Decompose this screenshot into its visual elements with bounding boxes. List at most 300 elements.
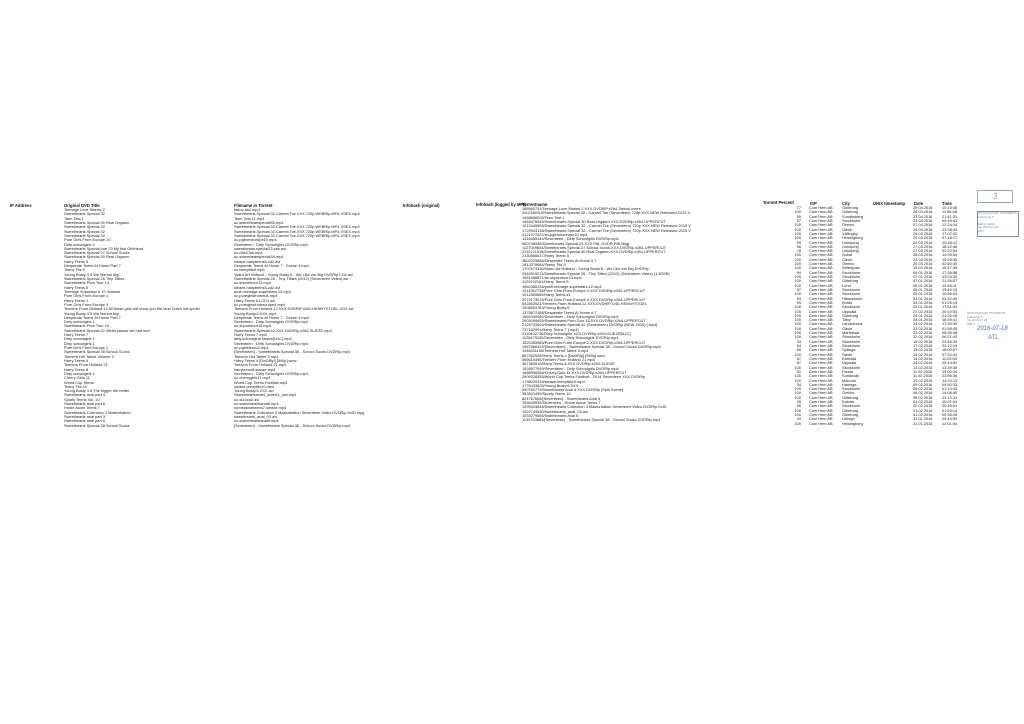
date-cell: 14.02.2016 <box>913 356 933 361</box>
torrentname-cell: 2110432736/Dirty.Schoolgirls.XXX.DVDRip.x264-SLIEZE[N1C] <box>522 332 631 337</box>
city-cell: Linköping <box>842 249 859 254</box>
torrentname-cell: 1776433625/Young.Busty.6.XXX <box>522 383 579 388</box>
filename-cell: sleaze-teenytits10.mp4 <box>234 384 275 389</box>
date-cell: 08.02.2016 <box>913 387 933 392</box>
percent-cell: 100 <box>794 352 801 357</box>
filename-cell: Seventeen - Dirty Schoolgirls DVDRip.mp4 <box>234 341 308 346</box>
city-cell: Linköping <box>842 240 859 245</box>
isp-cell: Com Hem AB <box>809 318 833 323</box>
time-cell: 01:58:45 <box>942 326 958 331</box>
title-cell: Sweethearts anal part 4 <box>64 393 106 398</box>
isp-cell: Com Hem AB <box>809 382 833 387</box>
city-cell: Gävle <box>842 227 853 232</box>
date-cell: 23.04.2016 <box>913 214 933 219</box>
date-cell: 05.01.2016 <box>913 292 933 297</box>
time-cell: 19:47:35 <box>942 266 958 271</box>
percent-cell: 99 <box>796 300 801 305</box>
city-cell: Landskrona <box>842 322 863 327</box>
date-cell: 20.03.2016 <box>913 262 933 267</box>
time-cell: 02:50:30 <box>942 262 958 267</box>
percent-cell: 100 <box>794 326 801 331</box>
title-cell: Dirty schoolgirls 1 <box>64 371 95 376</box>
torrentname-cell: 2909328355/World Cup Teens Football - 2014 Seventeen XXX DVDRip <box>522 375 646 380</box>
torrentname-cell: 1707674130/Video Art Holland - Young Busty 5 - We Like em Big DVDRip <box>522 267 649 272</box>
city-cell: Sundsvall <box>842 374 859 379</box>
filename-cell: dirty.schoolgirls-sleaze[N1C].mp4 <box>234 337 292 342</box>
torrentname-cell: 1128479190/Seventeen - Dirty Schoolgirls DVDRip.mp4 <box>522 336 619 341</box>
handwritten-initials: ATL <box>988 335 999 341</box>
time-cell: 20:44:52 <box>942 361 958 366</box>
filename-cell: Teeners Hot Talent 3.mp4 <box>234 354 279 359</box>
title-cell: Pure Girls From Europe 2 <box>64 346 109 350</box>
percent-cell: 100 <box>794 223 801 228</box>
column-torrent-percent <box>791 206 801 426</box>
filename-cell: Young.Busty.5.XXX.mp4 <box>234 311 277 316</box>
percent-cell: 100 <box>794 257 801 262</box>
time-cell: 12:24:14 <box>942 223 958 228</box>
torrentname-cell: 1911262735/Pure.Girls.From.Europe.4.XXX.DVDRip.x264-UPPERCUT <box>522 288 645 293</box>
column-time <box>942 206 968 426</box>
torrentname-cell: 1012449995/Sweethearts Special 32 - Carmel Toe (Seventeen) 720p XXX NEW Released 2015 V <box>522 224 691 229</box>
torrentname-cell: 383501499/Sporty Teens 10 <box>522 392 571 397</box>
percent-cell: 96 <box>796 404 801 409</box>
time-cell: 20:45:51 <box>942 404 958 409</box>
title-cell: Dirty schoolgirls 1 <box>64 341 95 346</box>
percent-cell: 100 <box>794 253 801 258</box>
percent-cell: 77 <box>796 206 801 210</box>
date-cell: 05.02.2016 <box>913 395 933 400</box>
isp-cell: Com Hem AB <box>809 322 833 327</box>
percent-cell: 35 <box>796 400 801 405</box>
title-cell: Teen Test 1 <box>64 216 84 221</box>
city-cell: Linköping <box>842 244 859 249</box>
time-cell: 05:39:38 <box>942 331 958 336</box>
isp-cell: Com Hem AB <box>809 231 833 236</box>
filename-cell: Harry Teens 7.mp4 <box>234 333 267 338</box>
torrentname-cell: 1738020315/sleaze-teenytits10.mp4 <box>522 379 585 384</box>
percent-cell: 93 <box>796 296 801 301</box>
date-cell: 28.04.2016 <box>913 210 933 215</box>
filename-cell: Sweetheartsanal4_scene1_low.mp4 <box>234 393 297 398</box>
torrentname-cell: 2129733503/Sweethearts Special 42 (Seventeen) DVDRip (NEW 2015) [.mp4] <box>522 323 658 328</box>
filename-cell: Sweethearts.Special.32.Carmel.Toe.XXX.720p.WEBRip.MP4-VSEX.mp4 <box>234 233 360 238</box>
stamp-line: ANT: <box>978 228 985 233</box>
city-cell: Lidingö <box>842 417 855 422</box>
time-cell: 12:01:04 <box>942 421 958 426</box>
time-cell: 14:24:13 <box>942 378 958 383</box>
time-cell: 23:56:36 <box>942 374 958 379</box>
filename-cell: Teen Test 11.mp4 <box>234 216 265 221</box>
isp-cell: Com Hem AB <box>809 223 833 228</box>
torrentname-cell: 1299424848/Sweethearts Collection 3 Masturbation Seventeen Video.DVDRip.XviD <box>522 405 667 410</box>
isp-cell: Com Hem AB <box>809 292 833 297</box>
filename-cell: homealoneteens7-sleaze.mp4 <box>234 406 287 411</box>
date-cell: 07.01.2016 <box>913 275 933 279</box>
column-date <box>913 206 941 426</box>
percent-cell: 100 <box>794 318 801 323</box>
city-cell: Mariestad <box>842 331 860 336</box>
torrentname-cell: 2340915211/Sweethearts Special 26 - Tiny Titties (2012) (Seventeen Video) (1.30GB) <box>522 271 670 276</box>
city-cell: Örebro <box>842 223 855 228</box>
city-cell: Göteborg <box>842 413 859 417</box>
percent-cell: 100 <box>794 374 801 379</box>
date-cell: 31.01.2016 <box>913 421 933 426</box>
filename-cell: Sweethearts.Special.32.Carmel.Toe.XXX.720p.WEBRip.MP4-VSEX.mp4 <box>234 229 360 234</box>
isp-cell: Com Hem AB <box>809 395 833 400</box>
torrentname-cell: 1928977059/Seventeen - Dirty Schoolgirls DVDRip.mp4 <box>522 366 619 371</box>
court-stamp-1 <box>977 211 1019 237</box>
title-cell: Sweethearts Special 32 <box>64 233 105 238</box>
isp-cell: Com Hem AB <box>809 356 833 361</box>
torrentname-cell: 1911389669/Harry Teens #1 <box>522 293 571 298</box>
title-cell: Desperate Teens At Home Part 7 <box>64 315 121 320</box>
city-cell: Kalmar <box>842 400 855 405</box>
isp-cell: Com Hem AB <box>809 257 833 262</box>
time-cell: 10:56:04 <box>942 292 958 297</box>
title-cell: Teeners From Holland 21 <box>64 363 108 368</box>
date-cell: 06.01.2016 <box>913 283 933 288</box>
torrentname-cell: 1022744530/sweethearts_anal_03.avi <box>522 409 588 414</box>
date-cell: 04.01.2016 <box>913 296 933 301</box>
filename-cell: Seventeen - Dirty Schoolgirls DVDRip.mp4 <box>234 242 308 247</box>
city-cell: Göteborg <box>842 206 859 210</box>
title-cell: Teeny Tits 10 <box>64 384 87 389</box>
filename-cell: Sweethearts Special 26 - Tiny Titties (2012) (Seventeen Video).avi <box>234 277 349 281</box>
title-cell: Harry Teens 7 <box>64 333 89 338</box>
percent-cell: 99 <box>796 270 801 275</box>
date-cell: 01.02.2016 <box>913 413 933 417</box>
isp-cell: Com Hem AB <box>809 309 833 314</box>
date-cell: 23.04.2016 <box>913 218 933 223</box>
city-cell: Stockholm <box>842 387 861 392</box>
title-cell: World Cup Teens <box>64 380 94 385</box>
filename-cell: Young.Busty.6.XXX.avi <box>234 389 274 394</box>
date-cell: 11.02.2016 <box>913 369 933 374</box>
percent-cell: 78 <box>796 249 801 254</box>
title-cell: Sweethearts Special 27 School Sucks <box>64 251 130 256</box>
date-cell: 27.03.2016 <box>913 249 933 254</box>
filename-cell: World.Cup.Teens.Football.mp4 <box>234 380 288 385</box>
time-cell: 17:02:32 <box>942 231 958 236</box>
time-cell: 14:55:11 <box>942 283 957 288</box>
city-cell: Göteborg <box>842 313 859 318</box>
title-cell: Young Busty 4 6 The bigger the better <box>64 389 130 394</box>
city-cell: Örebro <box>842 262 855 267</box>
percent-cell: 99 <box>796 214 801 219</box>
city-cell: Vällingby <box>842 231 858 236</box>
torrentname-cell: 1981488671/uc-shporntour13.mp4 <box>522 276 582 280</box>
title-cell: Cherry Girls 11 <box>64 376 90 381</box>
city-cell: Stockholm <box>842 344 861 348</box>
percent-cell: 100 <box>794 309 801 314</box>
title-cell: Teenage Superstar # 12 Jeanine <box>64 289 121 294</box>
percent-cell: 100 <box>794 305 801 310</box>
date-cell: 04.02.2016 <box>913 400 933 405</box>
filename-cell: Video Art Holland - Young Busty 5 - We Like em Big DVDRip.CD1.avi <box>234 272 354 277</box>
filename-cell: uc-st10cd2.avi <box>234 397 260 402</box>
filename-cell: Teeners From Holland 21.mp4 <box>234 363 287 368</box>
isp-cell: Com Hem AB <box>809 391 833 396</box>
date-cell: 23.02.2016 <box>913 322 933 327</box>
city-cell: Göteborg <box>842 210 859 215</box>
time-cell: 19:00:34 <box>942 369 958 374</box>
isp-cell: Com Hem AB <box>809 279 833 284</box>
date-cell: 29.03.2016 <box>913 236 933 241</box>
isp-cell: Com Hem AB <box>809 313 833 318</box>
city-cell: Stockholm <box>842 270 861 275</box>
isp-cell: Com Hem AB <box>809 236 833 241</box>
percent-cell: 100 <box>794 227 801 232</box>
header-torrent-percent: Torrent Percent <box>763 200 794 205</box>
filename-cell: uc-shporntour15.mp4 <box>234 324 271 329</box>
percent-cell: 87 <box>796 361 801 366</box>
filename-cell: uc-sweetheartsanal6.mp4 <box>234 402 279 407</box>
percent-cell: 100 <box>794 313 801 318</box>
filename-cell: Seventeen - Dirty Schoolgirls DVDRip.mp4 <box>234 320 308 325</box>
city-cell: Uppsala <box>842 361 857 366</box>
time-cell: 06:21:43 <box>942 335 958 340</box>
isp-cell: Com Hem AB <box>809 335 833 340</box>
isp-cell: Com Hem AB <box>809 283 833 288</box>
percent-cell: 96 <box>796 244 801 249</box>
city-cell: Haninge <box>842 382 857 387</box>
filename-cell: hairyteens8-sleaze.mp4 <box>234 367 276 372</box>
torrentname-cell: 387380919/Harry.Teens.8.XXX.DVDRip.x264-SLIEZE <box>522 362 615 367</box>
city-cell: Borås <box>842 300 853 305</box>
percent-cell: 100 <box>794 292 801 297</box>
time-cell: 09:49:43 <box>942 218 958 223</box>
percent-cell: 100 <box>794 413 801 417</box>
torrentname-cell: 867362526/Harry Teens 4 [DivDRip] [540p].wmv <box>522 353 606 358</box>
title-cell: Teeners From Holland 12 All these girls will show you the best Dutch hot spots! <box>64 307 200 312</box>
isp-cell: Com Hem AB <box>809 400 833 405</box>
time-cell: 21:41:31 <box>942 214 958 219</box>
torrentname-cell: 1686996356/Cherry.Girls.11.XXX.DVDRip.x264-UPPERCUT <box>522 370 627 375</box>
header-isp: ISP <box>810 201 817 206</box>
torrentname-cell: 2903098405/Sweethearts.Porn.Tour.15.XXX.DVDRip.x264-UPPERCUT <box>522 319 646 324</box>
filename-cell: sweethearts_anal_03.avi <box>234 415 278 419</box>
date-cell: 09.02.2016 <box>913 382 933 387</box>
percent-cell: 100 <box>794 279 801 284</box>
filename-cell: Teeners.From.Holland.12.XXX.DVDRiP.XviD-HENNYSTOEL.CD2.avi <box>234 307 354 312</box>
city-cell: Stockholm <box>842 339 861 344</box>
date-cell: 27.03.2016 <box>913 244 933 249</box>
city-cell: Gävle <box>842 326 853 331</box>
city-cell: Mölndal <box>842 378 856 383</box>
time-cell: 11:23:50 <box>942 356 957 361</box>
torrentname-cell: 824767606/[Seventeen] - Sweethearts Anal 6 <box>522 396 601 401</box>
percent-cell: 100 <box>794 387 801 392</box>
title-cell: Sweethearts Special 38 School Sucks <box>64 423 130 428</box>
torrentname-cell: 1375672188/Desperate Teens At Home # 7 <box>522 310 597 315</box>
date-cell: 15.02.2016 <box>913 348 933 353</box>
title-cell: Sweethearts Porn Tour 13 <box>64 281 109 286</box>
isp-cell: Com Hem AB <box>809 253 833 258</box>
date-cell: 23.02.2016 <box>913 326 933 331</box>
torrentname-cell: 765649935/Seventeen - Home Alone Teens 7 <box>522 401 601 406</box>
isp-cell: Com Hem AB <box>809 214 833 219</box>
percent-cell: 67 <box>796 356 801 361</box>
torrentname-cell: 1962366134/push.teenage.superstars.12.mp4 <box>522 284 602 289</box>
city-cell: Uppsala <box>842 309 857 314</box>
filename-cell: Sweethearts.Special.32.Carmel.Toe.XXX.720p.WEBRip.MP4-VSEX.mp4 <box>234 225 360 230</box>
isp-cell: Com Hem AB <box>809 365 833 370</box>
isp-cell: Com Hem AB <box>809 344 833 348</box>
percent-cell: 51 <box>796 369 801 374</box>
time-cell: 21:36:57 <box>942 279 958 284</box>
city-cell: Stockholm <box>842 335 861 340</box>
torrentname-cell: 1468656005/Teen Test 1 <box>522 215 565 220</box>
title-cell: Sweethearts anal part 6 <box>64 402 106 407</box>
title-cell: Harry Teens 8 <box>64 367 89 372</box>
header-infohash-mpi: Infohash (logged by MPI) <box>476 202 526 207</box>
isp-cell: Com Hem AB <box>809 240 833 245</box>
percent-cell: 34 <box>796 417 801 422</box>
title-cell: Young Busty 4 5 We like'em big! <box>64 272 120 277</box>
city-cell: Örebro <box>842 391 855 396</box>
isp-cell: Com Hem AB <box>809 244 833 249</box>
filename-cell: Sweethearts.Special.42.XXX.DVDRip.x264-SLIEZE.mp4 <box>234 328 332 333</box>
torrentname-cell: 1729903138/Sweethearts Special 32 - Carmel Toe (Seventeen) 720p XXX NEW Released 2015 V <box>522 228 691 233</box>
city-cell: Gävle <box>842 257 853 262</box>
isp-cell: Com Hem AB <box>809 408 833 413</box>
city-cell: Stockholm <box>842 275 861 279</box>
percent-cell: 100 <box>794 210 801 215</box>
title-cell: Sweethearts Special 32 <box>64 225 105 230</box>
date-cell: 10.02.2016 <box>913 378 933 383</box>
isp-cell: Com Hem AB <box>809 206 833 210</box>
filename-cell: sleaze-hairyteens5-cd2.avi <box>234 285 281 290</box>
city-cell: Stockholm <box>842 305 861 310</box>
time-cell: 02:22:54 <box>942 249 958 254</box>
title-cell: Young Busty 4 5 We like'em big! <box>64 311 120 316</box>
filename-cell: uc-pgfromeurope10.mp4 <box>234 238 277 243</box>
time-cell: 23:10:31 <box>942 395 958 400</box>
torrentname-cell: 3112121516/Sweethearts.Special.30.Real.Orgasm.XXX.DVDRip.x264-UPPERCUT <box>522 250 666 255</box>
city-cell: Täby <box>842 318 851 323</box>
header-torrentname: Torrentname <box>522 202 548 207</box>
torrentname-cell: 1946411155/Teeners Hot Talent 3.mp4 <box>522 349 589 354</box>
time-cell: 00:36:28 <box>942 413 958 417</box>
isp-cell: Com Hem AB <box>809 275 833 279</box>
torrentname-cell: 1316455144/Seventeen - Dirty Schoolgirls DVDRip.mp4 <box>522 237 619 242</box>
column-original-title <box>64 208 232 428</box>
title-cell: Teeny Tits 9 <box>64 268 85 273</box>
torrentname-cell: 1967566415/[Seventeen] - Sweethearts Special 38 - School Sucks DVDRip.mp4 <box>522 345 661 349</box>
title-cell: Harry Teens 5 <box>64 285 89 290</box>
title-cell: Sweethearts Special 42 Weird places we had sex! <box>64 328 151 333</box>
date-cell: 01.02.2016 <box>913 408 933 413</box>
time-cell: 18:00:57 <box>942 348 958 353</box>
percent-cell: 100 <box>794 322 801 327</box>
percent-cell: 100 <box>794 365 801 370</box>
torrentname-cell: 1908553783/Young.Busty.5 <box>522 306 570 311</box>
date-cell: 31.01.2016 <box>913 417 933 422</box>
torrentname-cell: 1127049604/Sweethearts.Special.27.School.Sucks.XXX.DVDRip.x264-UPPERCUT <box>522 245 667 250</box>
date-cell: 22.02.2016 <box>913 331 933 336</box>
title-cell: Pure Girls From Europe 4 <box>64 294 109 299</box>
filename-cell: uc-sweetheartspecial30.mp4 <box>234 255 284 260</box>
date-cell: 29.03.2016 <box>913 231 933 236</box>
time-cell: 01:14:43 <box>942 387 958 392</box>
percent-cell: 100 <box>794 395 801 400</box>
percent-cell: 97 <box>796 218 801 223</box>
torrentname-cell: 1633279656/Sweethearts Anal 6 <box>522 414 579 418</box>
isp-cell: Com Hem AB <box>809 326 833 331</box>
title-cell: Sweethearts Porn Tour 15 <box>64 324 109 329</box>
time-cell: 23:38:43 <box>942 227 958 232</box>
time-cell: 13:39:36 <box>942 365 958 370</box>
isp-cell: Com Hem AB <box>809 421 833 426</box>
isp-cell: Com Hem AB <box>809 249 833 254</box>
stamp-line: Avdelning 5 <box>978 214 994 219</box>
time-cell: 19:49:10 <box>942 287 958 292</box>
city-cell: Spånga <box>842 348 856 353</box>
filename-cell: uc-puregirlsfromeu4.mp4 <box>234 294 278 299</box>
date-cell: 22.02.2016 <box>913 335 933 340</box>
percent-cell: 33 <box>796 339 801 344</box>
isp-cell: Com Hem AB <box>809 270 833 275</box>
torrentname-cell: 1112046010/Sweethearts Special 32 - Carmel Toe (Seventeen) 720p XXX NEW Released 2015 V <box>522 211 691 216</box>
time-cell: 07:18:17 <box>942 236 958 241</box>
date-cell: 06.02.2016 <box>913 391 933 396</box>
title-cell: Sweethearts Special 32 <box>64 229 105 234</box>
city-cell: Sundbyberg <box>842 214 863 219</box>
time-cell: 18:12:46 <box>942 244 958 249</box>
time-cell: 20:48:12 <box>942 240 958 245</box>
date-cell: 24.01.2016 <box>913 313 933 318</box>
title-cell: Desperate Teens At Home Part 7 <box>64 264 121 269</box>
percent-cell: 87 <box>796 287 801 292</box>
date-cell: 02.02.2016 <box>913 404 933 409</box>
percent-cell: 100 <box>794 378 801 383</box>
time-cell: 15:26:35 <box>942 257 958 262</box>
torrentname-cell: 1135763863/[Seventeen] - Sweethearts Special 38 - School Sucks DVDRip.mp4 <box>522 418 661 423</box>
filename-cell: uc-cherrygirls11.mp4 <box>234 376 271 381</box>
title-cell: Pure Girls From Europe 4 <box>64 302 109 307</box>
title-cell: Sweethearts Special 30 Real Orgasm <box>64 255 129 260</box>
isp-cell: Com Hem AB <box>809 339 833 344</box>
percent-cell: 100 <box>794 236 801 241</box>
time-cell: 01:26:13 <box>942 300 958 305</box>
filename-cell: uc-sweetheartspecial30.mp4 <box>234 220 284 225</box>
date-cell: 19.02.2016 <box>913 339 933 344</box>
percent-cell: 100 <box>794 262 801 267</box>
filename-cell: uc-pgirlsfeuro2.mp4 <box>234 346 269 350</box>
header-filename: Filename in Torrent <box>234 203 273 208</box>
title-cell: Sporty Teens Vol. 10 <box>64 397 100 402</box>
torrentname-cell: 990760773/Sweethearts Anal 4 XXX DVDRip [Split Scene] <box>522 388 624 393</box>
torrentname-cell: 186560731/Teenage.Love.Stories.2.XXX.DVDRIP.x264-TattooLovers <box>522 207 641 211</box>
title-cell: Pure Girls From Europe 10 <box>64 238 111 243</box>
percent-cell: 100 <box>794 408 801 413</box>
filename-cell: tattov-ds2.mp4 <box>234 208 260 212</box>
date-cell: 03.01.2016 <box>913 300 933 305</box>
isp-cell: Com Hem AB <box>809 210 833 215</box>
time-cell: 11:55:48 <box>942 210 957 215</box>
filename-cell: [Seventeen] - Sweethearts Special 38 - School Sucks DVDRip.mp4 <box>234 423 350 428</box>
isp-cell: Com Hem AB <box>809 218 833 223</box>
title-cell: Dirty schoolgirls 1 <box>64 320 95 325</box>
torrentname-cell: 2073173076/Pure.Girls.From.Europe.4.XXX.DVDRip.x264-UPPERCUT <box>522 297 646 302</box>
filename-cell: uc-dhs27ss.mp4 <box>234 251 263 256</box>
percent-cell: 34 <box>796 382 801 387</box>
torrentname-cell: 3121977622/uc-pgfromeurope10.mp4 <box>522 232 588 237</box>
date-cell: 11.02.2016 <box>913 374 933 379</box>
filename-cell: Harry Teens 4 [DivDRip] [540p].wmv <box>234 358 297 363</box>
percent-cell: 100 <box>794 283 801 288</box>
title-cell: Dirty schoolgirls 1 <box>64 242 95 247</box>
